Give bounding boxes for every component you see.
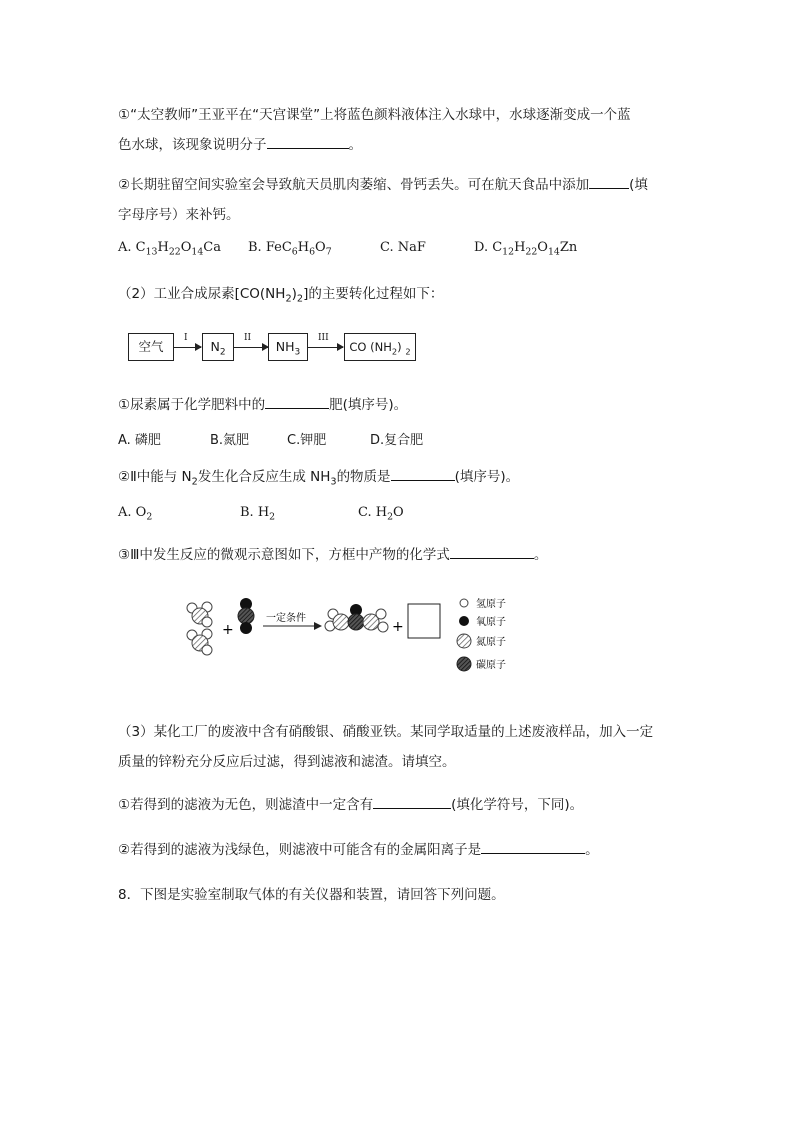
q3-item2 bbox=[118, 838, 599, 858]
q1-item2-tail: (填 bbox=[629, 177, 648, 193]
q3-item1 bbox=[118, 793, 583, 813]
element: O bbox=[393, 505, 404, 520]
q2-item3 bbox=[118, 543, 547, 563]
flow-arrow-1 bbox=[173, 347, 201, 348]
reaction-micro-diagram bbox=[180, 590, 540, 685]
atom-legend bbox=[457, 597, 506, 671]
flow-box-urea bbox=[344, 333, 416, 361]
subscript: 2 bbox=[269, 511, 276, 523]
subscript: 14 bbox=[191, 246, 204, 258]
q1-item2-line2: 字母序号）来补钙。 bbox=[118, 207, 240, 223]
carbon-dioxide-molecule bbox=[238, 598, 254, 634]
q1-option-d[interactable] bbox=[474, 240, 577, 258]
ammonia-molecule-1 bbox=[187, 602, 212, 627]
q2-item2-text: 的物质是 bbox=[336, 469, 391, 485]
element: Ca bbox=[203, 240, 221, 255]
q2-item2-text: 发生化合反应生成 NH bbox=[197, 469, 331, 485]
hydrogen-legend-icon bbox=[460, 599, 468, 607]
q2-item2-answer-blank[interactable] bbox=[391, 466, 455, 481]
subscript: 6 bbox=[291, 246, 298, 258]
q1-option-b[interactable] bbox=[248, 240, 332, 258]
q3-item2-tail: 。 bbox=[585, 842, 599, 858]
q1-item1-line1: ①“太空教师”王亚平在“天宫课堂”上将蓝色颜料液体注入水球中，水球逐渐变成一个蓝 bbox=[118, 107, 631, 123]
legend-nitrogen: 氮原子 bbox=[476, 637, 506, 648]
heading-text: （2）工业合成尿素[CO(NH bbox=[118, 286, 286, 302]
option-label: D. C bbox=[474, 240, 503, 255]
element: H bbox=[157, 240, 169, 255]
reaction-condition-label: 一定条件 bbox=[266, 613, 306, 624]
option-label: C. H bbox=[358, 505, 388, 520]
q1-item1-text: 色水球，该现象说明分子 bbox=[118, 137, 267, 153]
option-label: C. NaF bbox=[380, 240, 426, 255]
q1-option-a[interactable] bbox=[118, 240, 221, 258]
option-label: A. O bbox=[118, 505, 147, 520]
element: O bbox=[537, 240, 548, 255]
box-text: N bbox=[210, 339, 220, 354]
q2-item1 bbox=[118, 393, 407, 413]
subscript: 6 bbox=[309, 246, 316, 258]
element: H bbox=[514, 240, 526, 255]
q1-item2-line1 bbox=[118, 173, 648, 193]
q1-item1-answer-blank[interactable] bbox=[267, 134, 349, 149]
option-label: B. H bbox=[240, 505, 270, 520]
box-text: ) bbox=[397, 340, 406, 354]
option-label: B. FeC bbox=[248, 240, 292, 255]
subscript: 2 bbox=[146, 511, 153, 523]
subscript: 2 bbox=[285, 293, 292, 305]
urea-molecule bbox=[325, 604, 388, 632]
box-text: NH bbox=[275, 339, 295, 354]
flow-step-1-label: I bbox=[184, 333, 188, 343]
q3-item1-tail: (填化学符号，下同)。 bbox=[451, 797, 584, 813]
q2-item1-option-a[interactable]: A. 磷肥 bbox=[118, 433, 161, 448]
plus-sign-1: + bbox=[222, 622, 234, 638]
q2-item1-answer-blank[interactable] bbox=[265, 394, 329, 409]
q2-item1-option-c[interactable]: C.钾肥 bbox=[287, 433, 327, 448]
reaction-arrowhead bbox=[314, 622, 322, 630]
q3-item2-text: ②若得到的滤液为浅绿色，则滤液中可能含有的金属阳离子是 bbox=[118, 842, 482, 858]
q1-option-c[interactable] bbox=[380, 240, 426, 255]
q2-heading bbox=[118, 282, 443, 305]
subscript: 14 bbox=[547, 246, 560, 258]
legend-hydrogen: 氢原子 bbox=[476, 599, 506, 610]
box-text: CO (NH bbox=[349, 340, 392, 354]
q2-item3-answer-blank[interactable] bbox=[450, 544, 534, 559]
legend-carbon: 碳原子 bbox=[476, 660, 506, 671]
plus-sign-2: + bbox=[392, 619, 404, 635]
subscript: 3 bbox=[294, 347, 301, 358]
element: Zn bbox=[559, 240, 578, 255]
subscript: 2 bbox=[296, 293, 304, 305]
legend-oxygen: 氧原子 bbox=[476, 617, 506, 628]
q1-item1-end: 。 bbox=[348, 137, 362, 153]
q3-item1-answer-blank[interactable] bbox=[373, 794, 451, 809]
q2-item1-option-d[interactable]: D.复合肥 bbox=[370, 433, 424, 448]
subscript: 12 bbox=[502, 246, 515, 258]
q8-heading: 8．下图是实验室制取气体的有关仪器和装置，请回答下列问题。 bbox=[118, 887, 505, 903]
subscript: 2 bbox=[405, 346, 411, 357]
q3-item1-text: ①若得到的滤液为无色，则滤渣中一定含有 bbox=[118, 797, 374, 813]
heading-text: ]的主要转化过程如下： bbox=[303, 286, 444, 302]
product-answer-box[interactable] bbox=[408, 604, 440, 638]
element: H bbox=[297, 240, 310, 255]
flow-arrow-3 bbox=[307, 347, 343, 348]
element: O bbox=[315, 240, 326, 255]
flow-step-2-label: II bbox=[244, 333, 252, 343]
flow-box-n2 bbox=[202, 333, 234, 361]
q2-item1-option-b[interactable]: B.氮肥 bbox=[210, 433, 250, 448]
q2-item3-text: ③Ⅲ中发生反应的微观示意图如下，方框中产物的化学式 bbox=[118, 547, 450, 563]
q2-item2-text: ②Ⅱ中能与 N bbox=[118, 469, 192, 485]
subscript: 2 bbox=[191, 476, 198, 488]
subscript: 2 bbox=[387, 511, 394, 523]
q2-item1-tail: 肥(填序号)。 bbox=[329, 397, 408, 413]
carbon-legend-icon bbox=[457, 657, 471, 671]
oxygen-legend-icon bbox=[459, 616, 469, 626]
q3-item2-answer-blank[interactable] bbox=[481, 839, 585, 854]
q2-item2-tail: (填序号)。 bbox=[454, 469, 520, 485]
q2-item2 bbox=[118, 465, 519, 488]
flow-step-3-label: III bbox=[318, 333, 329, 343]
q1-item1-line2 bbox=[118, 133, 362, 153]
flow-box-nh3 bbox=[268, 333, 308, 361]
q1-item2-text: ②长期驻留空间实验室会导致航天员肌肉萎缩、骨钙丢失。可在航天食品中添加 bbox=[118, 177, 590, 193]
flow-arrow-2 bbox=[233, 347, 268, 348]
q2-item2-option-c[interactable] bbox=[358, 505, 404, 523]
heading-text: ) bbox=[291, 286, 297, 302]
q2-item2-option-b[interactable] bbox=[240, 505, 275, 523]
subscript: 22 bbox=[525, 246, 538, 258]
element: O bbox=[180, 240, 192, 255]
q2-item3-tail: 。 bbox=[533, 547, 548, 563]
subscript: 2 bbox=[219, 347, 226, 358]
option-label: A. C bbox=[118, 240, 146, 255]
q3-line2: 质量的锌粉充分反应后过滤，得到滤液和滤渣。请填空。 bbox=[118, 754, 456, 770]
q3-line1: （3）某化工厂的废液中含有硝酸银、硝酸亚铁。某同学取适量的上述废液样品，加入一定 bbox=[118, 724, 654, 740]
ammonia-molecule-2 bbox=[187, 629, 212, 655]
q2-item2-option-a[interactable] bbox=[118, 505, 152, 523]
q1-item2-answer-blank[interactable] bbox=[589, 174, 629, 189]
subscript: 2 bbox=[391, 346, 398, 357]
subscript: 3 bbox=[330, 476, 337, 488]
subscript: 7 bbox=[325, 246, 332, 258]
subscript: 13 bbox=[145, 246, 158, 258]
q2-item1-text: ①尿素属于化学肥料中的 bbox=[118, 397, 266, 413]
flow-box-air: 空气 bbox=[128, 333, 174, 361]
nitrogen-legend-icon bbox=[457, 634, 471, 648]
subscript: 22 bbox=[168, 246, 181, 258]
